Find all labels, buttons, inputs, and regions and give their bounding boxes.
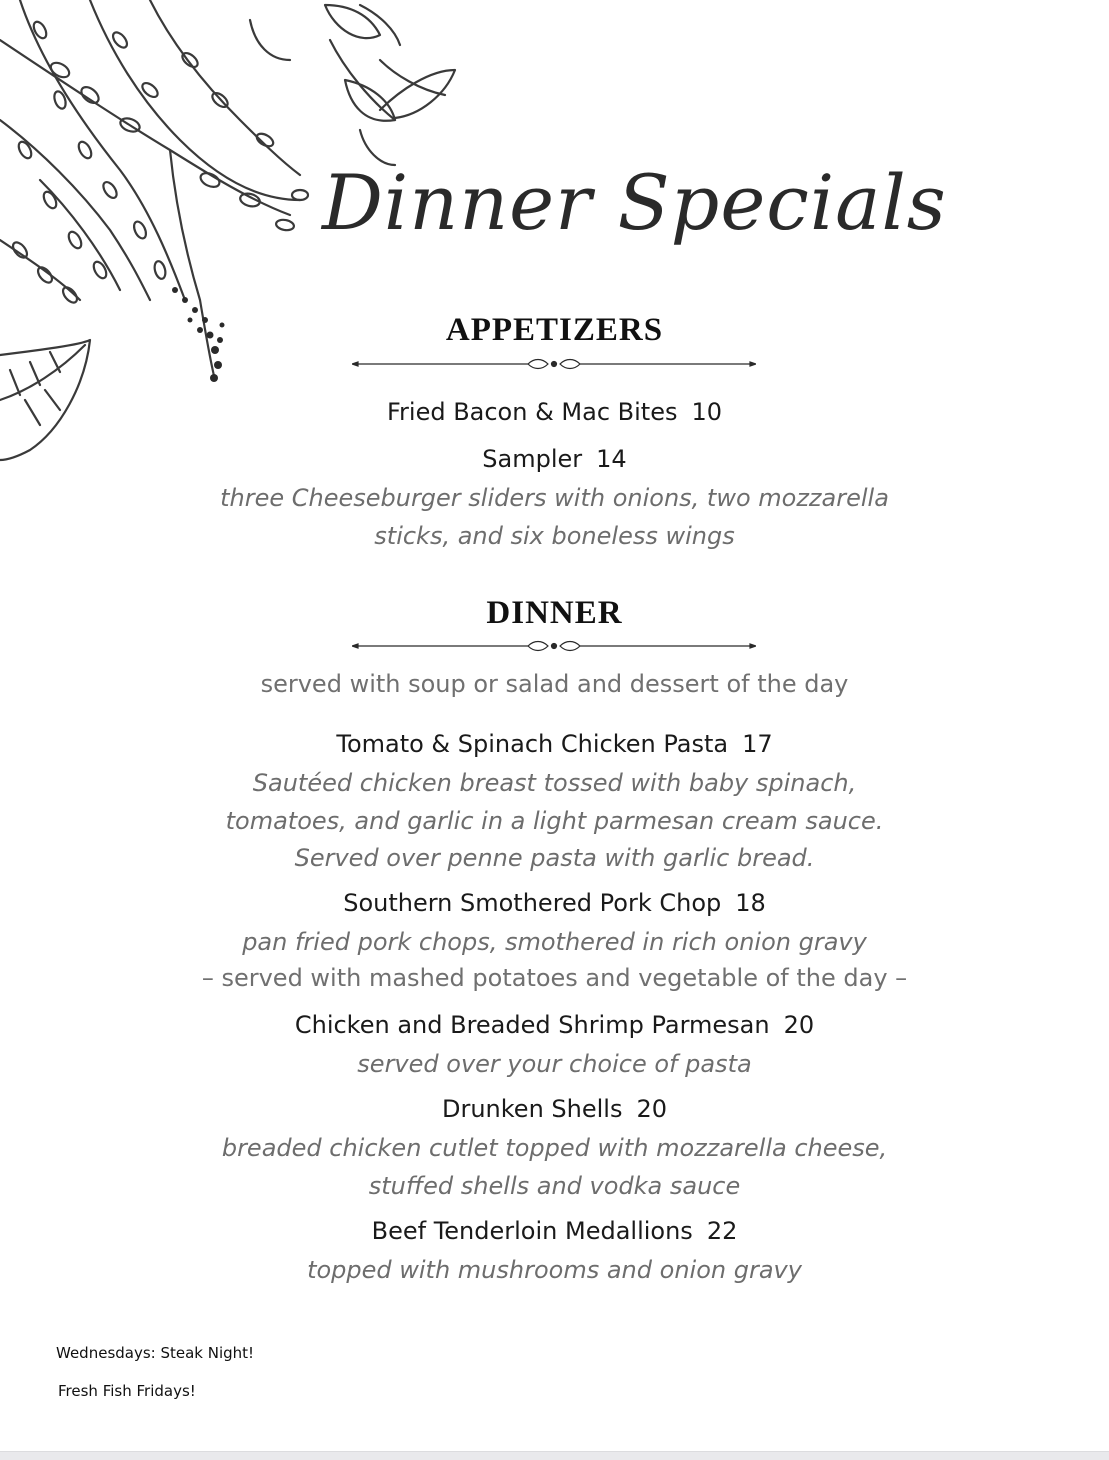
item-description: sticks, and six boneless wings	[374, 522, 735, 550]
item-title: Fried Bacon & Mac Bites	[386, 398, 678, 426]
item-price: 20	[636, 1095, 667, 1123]
dinner-heading: DINNER	[486, 595, 623, 631]
item-title: Tomato & Spinach Chicken Pasta	[336, 730, 729, 758]
menu-item-name	[0, 730, 1109, 758]
item-price: 22	[706, 1217, 738, 1245]
item-price: 20	[783, 1011, 815, 1039]
item-title: Sampler	[482, 445, 583, 473]
menu-item-name	[0, 1095, 1109, 1123]
item-price: 10	[691, 398, 723, 426]
item-title: Southern Smothered Pork Chop	[343, 889, 722, 917]
item-title: Drunken Shells	[441, 1095, 623, 1123]
menu-item-name	[0, 1217, 1109, 1245]
item-description: tomatoes, and garlic in a light parmesan cream sauce.	[225, 807, 884, 835]
bottom-edge-strip	[0, 1451, 1109, 1460]
item-description: pan fried pork chops, smothered in rich onion gravy	[242, 928, 867, 956]
page-title: Dinner Specials	[322, 158, 947, 247]
menu-item-name	[0, 398, 1109, 426]
item-title: Chicken and Breaded Shrimp Parmesan	[294, 1011, 770, 1039]
item-description: three Cheeseburger sliders with onions, two mozzarella	[220, 484, 889, 512]
footer-note-fish-fridays: Fresh Fish Fridays!	[58, 1382, 196, 1400]
item-title: Beef Tenderloin Medallions	[371, 1217, 693, 1245]
item-subnote: – served with mashed potatoes and vegetable of the day –	[201, 964, 908, 992]
menu-item-name	[0, 889, 1109, 917]
item-price: 17	[742, 730, 773, 758]
item-description: served over your choice of pasta	[357, 1050, 752, 1078]
menu-item-name	[0, 445, 1109, 473]
footer-note-steak-night: Wednesdays: Steak Night!	[56, 1344, 255, 1362]
ornament-divider-icon	[352, 357, 756, 371]
item-description: breaded chicken cutlet topped with mozzarella cheese,	[221, 1134, 888, 1162]
item-description: Sautéed chicken breast tossed with baby spinach,	[252, 769, 857, 797]
item-description: topped with mushrooms and onion gravy	[307, 1256, 802, 1284]
item-price: 18	[735, 889, 766, 917]
dinner-note: served with soup or salad and dessert of the day	[260, 670, 849, 698]
item-price: 14	[596, 445, 627, 473]
item-description: stuffed shells and vodka sauce	[368, 1172, 741, 1200]
appetizers-heading: APPETIZERS	[445, 312, 664, 348]
item-description: Served over penne pasta with garlic bread.	[294, 844, 815, 872]
ornament-divider-icon	[352, 639, 756, 653]
menu-item-name	[0, 1011, 1109, 1039]
